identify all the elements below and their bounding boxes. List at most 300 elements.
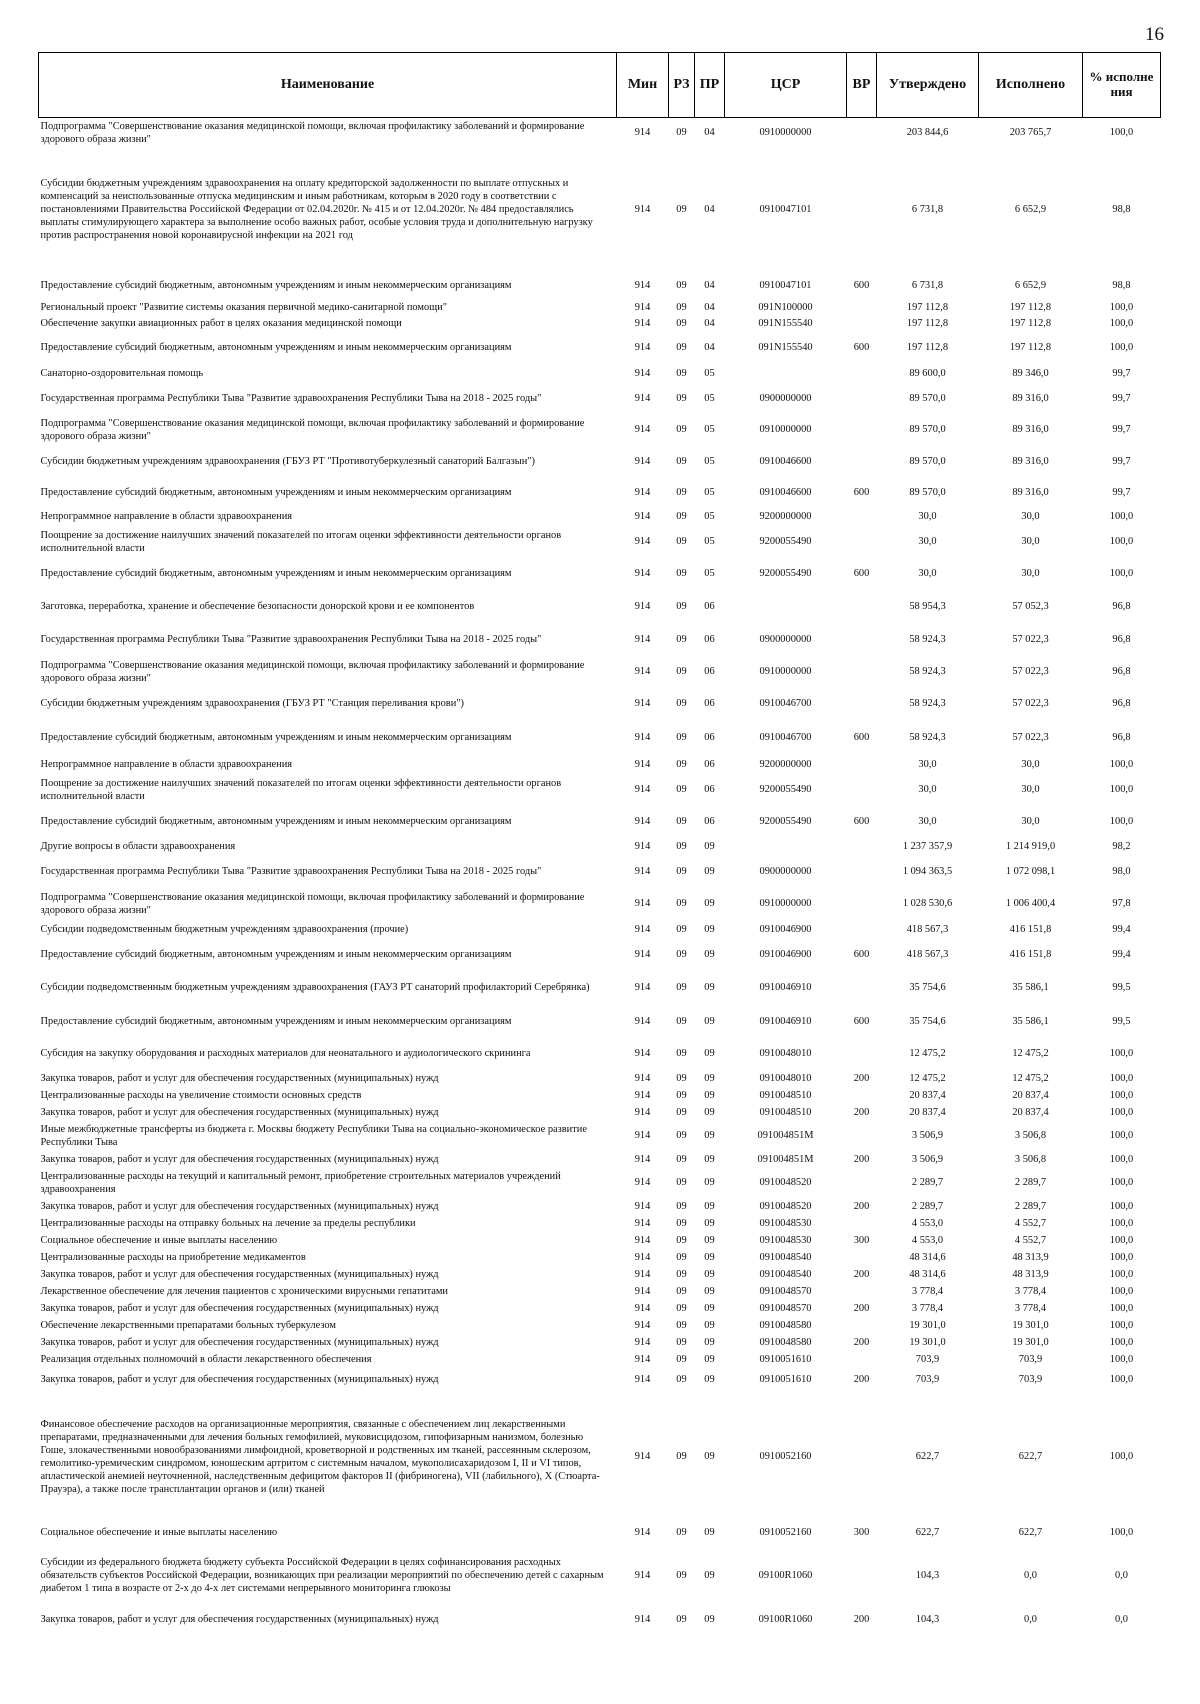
cell-percent: 98,2: [1112, 841, 1131, 852]
cell-csr: 0910048540: [759, 1251, 812, 1263]
cell-name: Подпрограмма "Совершенствование оказания медицинской помощи, включая профилактику заболеваний и формирование здорового образа жизни": [40, 891, 585, 916]
table-row: [39, 1232, 1161, 1249]
cell-approved: 48 314,6: [909, 1268, 946, 1280]
cell-name: Обеспечение лекарственными препаратами больных туберкулезом: [40, 1319, 336, 1331]
cell-name: Государственная программа Республики Тыва "Развитие здравоохранения Республики Тыва на 2018 - 2025 годы": [40, 393, 542, 404]
cell-approved: 2 289,7: [911, 1177, 944, 1188]
cell-executed: 89 346,0: [1012, 368, 1049, 379]
table-row: [39, 838, 1161, 856]
cell-rz: 09: [676, 601, 687, 612]
cell-min: 914: [634, 1353, 651, 1365]
cell-min: 914: [634, 1048, 651, 1059]
cell-executed: 6 652,9: [1014, 204, 1047, 215]
table-row: [39, 1038, 1161, 1070]
cell-min: 914: [634, 924, 651, 935]
cell-rz: 09: [676, 924, 687, 935]
cell-approved: 104,3: [915, 1570, 940, 1581]
cell-approved: 703,9: [915, 1374, 940, 1385]
cell-percent: 100,0: [1109, 1234, 1134, 1246]
cell-pr: 09: [704, 1106, 715, 1118]
table-row: [39, 148, 1161, 272]
cell-approved: 622,7: [915, 1527, 940, 1538]
cell-min: 914: [634, 1016, 651, 1027]
cell-vr: [847, 970, 877, 1006]
cell-percent: 100,0: [1109, 1130, 1134, 1141]
cell-rz: 09: [676, 368, 687, 379]
cell-pr: 05: [704, 511, 715, 522]
cell-vr: [847, 1038, 877, 1070]
header-pr: ПР: [695, 53, 725, 118]
cell-approved: 197 112,8: [906, 302, 949, 313]
cell-approved: 3 778,4: [911, 1302, 944, 1314]
cell-executed: 19 301,0: [1012, 1319, 1049, 1331]
cell-rz: 09: [676, 127, 687, 139]
cell-name: Поощрение за достижение наилучших значений показателей по итогам оценки эффективности деятельности органов исполнительной власти: [40, 777, 562, 802]
cell-percent: 100,0: [1109, 759, 1134, 770]
header-csr: ЦСР: [725, 53, 847, 118]
cell-name: Предоставление субсидий бюджетным, автономным учреждениям и иным некоммерческим организациям: [40, 487, 512, 498]
cell-min: 914: [634, 1217, 651, 1229]
cell-name: Субсидии бюджетным учреждениям здравоохранения (ГБУЗ РТ "Станция переливания крови"): [40, 698, 464, 709]
cell-csr: 0910048520: [759, 1200, 812, 1212]
cell-pr: 09: [704, 841, 715, 852]
cell-csr: 0910048010: [759, 1048, 812, 1059]
cell-pr: 06: [704, 698, 715, 709]
cell-approved: 58 924,3: [909, 732, 946, 743]
cell-executed: 19 301,0: [1012, 1336, 1049, 1348]
cell-vr: 200: [853, 1614, 870, 1625]
cell-pr: 06: [704, 784, 715, 795]
cell-percent: 100,0: [1109, 1072, 1134, 1084]
cell-rz: 09: [676, 1451, 687, 1462]
table-row: [39, 300, 1161, 316]
cell-csr: 0910048570: [759, 1302, 812, 1314]
cell-pr: 05: [704, 368, 715, 379]
cell-min: 914: [634, 1319, 651, 1331]
cell-vr: 300: [853, 1234, 870, 1246]
cell-vr: [847, 300, 877, 316]
cell-rz: 09: [676, 393, 687, 404]
cell-name: Региональный проект "Развитие системы оказания первичной медико-санитарной помощи": [40, 302, 447, 313]
table-row: [39, 1351, 1161, 1368]
cell-approved: 35 754,6: [909, 982, 946, 993]
cell-name: Социальное обеспечение и иные выплаты населению: [40, 1234, 278, 1246]
cell-pr: 09: [704, 1200, 715, 1212]
cell-min: 914: [634, 666, 651, 677]
cell-pr: 09: [704, 1319, 715, 1331]
table-row: [39, 118, 1161, 148]
cell-rz: 09: [676, 1614, 687, 1625]
cell-executed: 30,0: [1021, 511, 1040, 522]
cell-name: Закупка товаров, работ и услуг для обеспечения государственных (муниципальных) нужд: [40, 1268, 439, 1280]
cell-pr: 04: [704, 280, 715, 291]
cell-name: Подпрограмма "Совершенствование оказания медицинской помощи, включая профилактику заболеваний и формирование здорового образа жизни": [40, 659, 585, 684]
cell-csr: 0910046600: [759, 456, 812, 467]
cell-percent: 99,5: [1112, 982, 1131, 993]
cell-executed: 3 778,4: [1014, 1285, 1047, 1297]
cell-csr: 0910048530: [759, 1234, 812, 1246]
cell-percent: 99,5: [1112, 1016, 1131, 1027]
cell-approved: 19 301,0: [909, 1336, 946, 1348]
cell-vr: [847, 774, 877, 806]
cell-rz: 09: [676, 759, 687, 770]
cell-min: 914: [634, 393, 651, 404]
cell-rz: 09: [676, 1048, 687, 1059]
table-row: [39, 1544, 1161, 1608]
cell-min: 914: [634, 424, 651, 435]
cell-min: 914: [634, 759, 651, 770]
header-rz: РЗ: [669, 53, 695, 118]
cell-approved: 3 506,9: [911, 1130, 944, 1141]
cell-executed: 57 022,3: [1012, 634, 1049, 645]
cell-name: Закупка товаров, работ и услуг для обеспечения государственных (муниципальных) нужд: [40, 1374, 439, 1385]
cell-csr: 0910047101: [759, 204, 812, 215]
table-row: [39, 1392, 1161, 1522]
page-number: 16: [1145, 24, 1164, 45]
header-min: Мин: [617, 53, 669, 118]
cell-pr: 09: [704, 1374, 715, 1385]
cell-executed: 197 112,8: [1009, 318, 1052, 329]
cell-percent: 100,0: [1109, 318, 1134, 329]
cell-rz: 09: [676, 1153, 687, 1165]
cell-executed: 89 316,0: [1012, 487, 1049, 498]
cell-approved: 4 553,0: [911, 1217, 944, 1229]
cell-rz: 09: [676, 1016, 687, 1027]
cell-csr: 0910046600: [759, 487, 812, 498]
cell-csr: [725, 364, 847, 384]
cell-vr: 200: [853, 1336, 870, 1348]
cell-name: Реализация отдельных полномочий в области лекарственного обеспечения: [40, 1353, 372, 1365]
cell-pr: 05: [704, 424, 715, 435]
cell-csr: 091N155540: [758, 342, 813, 353]
cell-csr: 091004851М: [757, 1153, 814, 1165]
cell-percent: 99,7: [1112, 456, 1131, 467]
cell-percent: 99,7: [1112, 393, 1131, 404]
cell-name: Предоставление субсидий бюджетным, автономным учреждениям и иным некоммерческим организациям: [40, 568, 512, 579]
cell-executed: 30,0: [1021, 568, 1040, 579]
cell-vr: [847, 1283, 877, 1300]
header-name: Наименование: [39, 53, 617, 118]
table-row: [39, 364, 1161, 384]
cell-percent: 100,0: [1109, 127, 1134, 139]
cell-percent: 100,0: [1109, 1319, 1134, 1331]
table-row: [39, 1608, 1161, 1632]
cell-executed: 703,9: [1018, 1353, 1043, 1365]
table-row: [39, 688, 1161, 720]
cell-percent: 100,0: [1109, 1048, 1134, 1059]
cell-percent: 100,0: [1109, 1285, 1134, 1297]
cell-executed: 4 552,7: [1014, 1217, 1047, 1229]
cell-vr: [847, 756, 877, 774]
cell-name: Другие вопросы в области здравоохранения: [40, 841, 236, 852]
cell-percent: 97,8: [1112, 898, 1131, 909]
cell-rz: 09: [676, 666, 687, 677]
table-row: [39, 1317, 1161, 1334]
cell-vr: 600: [853, 342, 870, 353]
cell-csr: 0910048510: [759, 1089, 812, 1101]
cell-approved: 30,0: [918, 759, 937, 770]
cell-pr: 09: [704, 1130, 715, 1141]
cell-percent: 98,0: [1112, 866, 1131, 877]
cell-min: 914: [634, 127, 651, 139]
cell-name: Закупка товаров, работ и услуг для обеспечения государственных (муниципальных) нужд: [40, 1200, 439, 1212]
cell-pr: 09: [704, 1451, 715, 1462]
cell-csr: 0910048520: [759, 1177, 812, 1188]
cell-approved: 6 731,8: [911, 204, 944, 215]
cell-rz: 09: [676, 1251, 687, 1263]
cell-executed: 0,0: [1024, 1614, 1037, 1625]
cell-csr: 0910048010: [759, 1072, 812, 1084]
cell-name: Централизованные расходы на отправку больных на лечение за пределы республики: [40, 1217, 416, 1229]
cell-csr: 9200000000: [759, 511, 812, 522]
cell-csr: 9200055490: [759, 568, 812, 579]
cell-rz: 09: [676, 898, 687, 909]
cell-csr: 0910000000: [759, 127, 812, 139]
cell-percent: 98,8: [1112, 204, 1131, 215]
cell-vr: [847, 888, 877, 920]
table-row: [39, 888, 1161, 920]
cell-name: Поощрение за достижение наилучших значений показателей по итогам оценки эффективности деятельности органов исполнительной власти: [40, 529, 562, 554]
cell-vr: 200: [853, 1072, 870, 1084]
cell-pr: 05: [704, 536, 715, 547]
cell-min: 914: [634, 732, 651, 743]
table-row: [39, 970, 1161, 1006]
cell-rz: 09: [676, 1089, 687, 1101]
cell-pr: 04: [704, 127, 715, 139]
cell-approved: 197 112,8: [906, 342, 949, 353]
cell-vr: 600: [853, 280, 870, 291]
table-row: [39, 590, 1161, 624]
cell-approved: 1 094 363,5: [902, 866, 953, 877]
cell-percent: 96,8: [1112, 698, 1131, 709]
cell-vr: [847, 688, 877, 720]
cell-rz: 09: [676, 1072, 687, 1084]
cell-approved: 58 924,3: [909, 698, 946, 709]
table-row: [39, 272, 1161, 300]
cell-csr: [725, 590, 847, 624]
cell-name: Субсидии подведомственным бюджетным учреждениям здравоохранения (ГАУЗ РТ санаторий профилакторий Серебрянка): [40, 982, 590, 993]
cell-vr: 300: [853, 1527, 870, 1538]
cell-approved: 1 028 530,6: [902, 898, 953, 909]
cell-min: 914: [634, 1153, 651, 1165]
cell-rz: 09: [676, 302, 687, 313]
cell-percent: 100,0: [1109, 1527, 1134, 1538]
cell-min: 914: [634, 456, 651, 467]
cell-approved: 12 475,2: [909, 1048, 946, 1059]
cell-approved: 12 475,2: [909, 1072, 946, 1084]
cell-vr: 200: [853, 1374, 870, 1385]
cell-approved: 703,9: [915, 1353, 940, 1365]
cell-approved: 35 754,6: [909, 1016, 946, 1027]
table-row: [39, 624, 1161, 656]
cell-vr: [847, 1351, 877, 1368]
table-row: [39, 558, 1161, 590]
cell-percent: 96,8: [1112, 666, 1131, 677]
cell-min: 914: [634, 511, 651, 522]
table-row: [39, 1266, 1161, 1283]
header-percent: % исполне ния: [1083, 53, 1161, 118]
cell-csr: 0910048570: [759, 1285, 812, 1297]
cell-min: 914: [634, 601, 651, 612]
cell-executed: 622,7: [1018, 1451, 1043, 1462]
cell-name: Иные межбюджетные трансферты из бюджета г. Москвы бюджету Республики Тыва на социально-экономическое развитие Республики Тыва: [40, 1123, 587, 1148]
cell-name: Закупка товаров, работ и услуг для обеспечения государственных (муниципальных) нужд: [40, 1072, 439, 1084]
cell-rz: 09: [676, 982, 687, 993]
cell-percent: 100,0: [1109, 1089, 1134, 1101]
cell-min: 914: [634, 1089, 651, 1101]
cell-approved: 48 314,6: [909, 1251, 946, 1263]
cell-executed: 12 475,2: [1012, 1072, 1049, 1084]
cell-pr: 05: [704, 393, 715, 404]
cell-percent: 100,0: [1109, 1302, 1134, 1314]
cell-pr: 09: [704, 1153, 715, 1165]
table-row: [39, 526, 1161, 558]
cell-approved: 89 570,0: [909, 456, 946, 467]
cell-name: Подпрограмма "Совершенствование оказания медицинской помощи, включая профилактику заболеваний и формирование здорового образа жизни": [40, 417, 585, 442]
cell-min: 914: [634, 1336, 651, 1348]
cell-approved: 58 924,3: [909, 666, 946, 677]
cell-pr: 09: [704, 1336, 715, 1348]
cell-executed: 30,0: [1021, 759, 1040, 770]
cell-rz: 09: [676, 1130, 687, 1141]
cell-pr: 06: [704, 732, 715, 743]
cell-pr: 09: [704, 1089, 715, 1101]
cell-csr: 0910046910: [759, 982, 812, 993]
header-executed: Исполнено: [979, 53, 1083, 118]
cell-pr: 09: [704, 1016, 715, 1027]
cell-pr: 09: [704, 898, 715, 909]
cell-min: 914: [634, 1106, 651, 1118]
cell-approved: 89 570,0: [909, 487, 946, 498]
cell-executed: 197 112,8: [1009, 342, 1052, 353]
cell-name: Непрограммное направление в области здравоохранения: [40, 759, 293, 770]
cell-rz: 09: [676, 456, 687, 467]
cell-percent: 100,0: [1109, 511, 1134, 522]
cell-name: Предоставление субсидий бюджетным, автономным учреждениям и иным некоммерческим организациям: [40, 732, 512, 743]
cell-csr: 0910052160: [759, 1451, 812, 1462]
cell-vr: [847, 1087, 877, 1104]
cell-percent: 99,4: [1112, 949, 1131, 960]
cell-pr: 06: [704, 759, 715, 770]
cell-executed: 57 022,3: [1012, 732, 1049, 743]
cell-min: 914: [634, 280, 651, 291]
cell-min: 914: [634, 318, 651, 329]
cell-percent: 100,0: [1109, 1200, 1134, 1212]
cell-executed: 48 313,9: [1012, 1268, 1049, 1280]
cell-vr: 200: [853, 1106, 870, 1118]
cell-csr: 0900000000: [759, 393, 812, 404]
cell-min: 914: [634, 204, 651, 215]
cell-approved: 89 570,0: [909, 424, 946, 435]
cell-min: 914: [634, 1527, 651, 1538]
cell-name: Закупка товаров, работ и услуг для обеспечения государственных (муниципальных) нужд: [40, 1336, 439, 1348]
table-row: [39, 774, 1161, 806]
cell-pr: 09: [704, 866, 715, 877]
cell-min: 914: [634, 784, 651, 795]
cell-vr: [847, 1392, 877, 1522]
cell-approved: 19 301,0: [909, 1319, 946, 1331]
cell-percent: 100,0: [1109, 816, 1134, 827]
cell-rz: 09: [676, 816, 687, 827]
cell-vr: [847, 446, 877, 478]
cell-approved: 622,7: [915, 1451, 940, 1462]
cell-vr: [847, 316, 877, 332]
cell-name: Закупка товаров, работ и услуг для обеспечения государственных (муниципальных) нужд: [40, 1106, 439, 1118]
cell-percent: 98,8: [1112, 280, 1131, 291]
cell-min: 914: [634, 1451, 651, 1462]
cell-rz: 09: [676, 536, 687, 547]
cell-executed: 3 506,8: [1014, 1153, 1047, 1165]
cell-rz: 09: [676, 841, 687, 852]
cell-name: Централизованные расходы на увеличение стоимости основных средств: [40, 1089, 362, 1101]
cell-rz: 09: [676, 949, 687, 960]
cell-rz: 09: [676, 1285, 687, 1297]
cell-vr: 600: [853, 816, 870, 827]
cell-rz: 09: [676, 1106, 687, 1118]
table-header-row: [39, 53, 1161, 118]
cell-name: Заготовка, переработка, хранение и обеспечение безопасности донорской крови и ее компонентов: [40, 601, 475, 612]
cell-approved: 89 600,0: [909, 368, 946, 379]
cell-min: 914: [634, 1570, 651, 1581]
table-row: [39, 920, 1161, 940]
cell-vr: [847, 1249, 877, 1266]
cell-min: 914: [634, 536, 651, 547]
cell-min: 914: [634, 1251, 651, 1263]
cell-vr: [847, 118, 877, 148]
cell-approved: 89 570,0: [909, 393, 946, 404]
cell-name: Субсидии бюджетным учреждениям здравоохранения (ГБУЗ РТ "Противотуберкулезный санаторий Балгазын"): [40, 456, 536, 467]
cell-approved: 104,3: [915, 1614, 940, 1625]
cell-approved: 418 567,3: [906, 924, 949, 935]
cell-min: 914: [634, 1177, 651, 1188]
cell-rz: 09: [676, 1268, 687, 1280]
table-row: [39, 1522, 1161, 1544]
table-row: [39, 1300, 1161, 1317]
cell-vr: 600: [853, 949, 870, 960]
cell-rz: 09: [676, 1177, 687, 1188]
cell-vr: [847, 526, 877, 558]
cell-name: Государственная программа Республики Тыва "Развитие здравоохранения Республики Тыва на 2018 - 2025 годы": [40, 866, 542, 877]
cell-percent: 96,8: [1112, 634, 1131, 645]
cell-vr: 200: [853, 1153, 870, 1165]
cell-min: 914: [634, 634, 651, 645]
table-row: [39, 856, 1161, 888]
cell-rz: 09: [676, 511, 687, 522]
cell-executed: 622,7: [1018, 1527, 1043, 1538]
table-row: [39, 1334, 1161, 1351]
cell-min: 914: [634, 841, 651, 852]
cell-name: Субсидии из федерального бюджета бюджету субъекта Российской Федерации в целях софинансирования расходных обязательств субъектов Российской Федерации, возникающих при реализации мероприятий по обеспечению детей с сахарным диабетом 1 типа в возрасте от 2-х до 4-х лет системами непрерывного мониторинга глюкозы: [40, 1557, 604, 1594]
cell-executed: 89 316,0: [1012, 424, 1049, 435]
cell-pr: 09: [704, 1302, 715, 1314]
table-row: [39, 332, 1161, 364]
cell-approved: 6 731,8: [911, 280, 944, 291]
cell-min: 914: [634, 866, 651, 877]
cell-vr: 200: [853, 1302, 870, 1314]
table-row: [39, 656, 1161, 688]
table-row: [39, 1151, 1161, 1168]
cell-pr: 09: [704, 1234, 715, 1246]
cell-executed: 30,0: [1021, 536, 1040, 547]
cell-csr: 0910046900: [759, 924, 812, 935]
cell-approved: 4 553,0: [911, 1234, 944, 1246]
cell-executed: 30,0: [1021, 784, 1040, 795]
cell-min: 914: [634, 1234, 651, 1246]
cell-approved: 3 778,4: [911, 1285, 944, 1297]
cell-executed: 703,9: [1018, 1374, 1043, 1385]
cell-percent: 100,0: [1109, 568, 1134, 579]
cell-vr: [847, 590, 877, 624]
